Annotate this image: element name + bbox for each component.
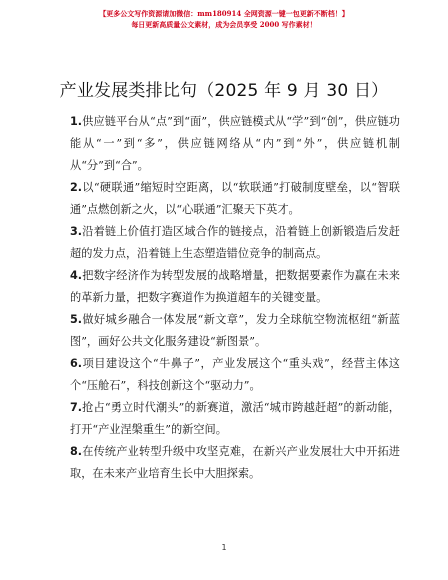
- promo-banner-line-1: 【更多公文写作资源请加微信：mm180914 全网资源一键一包更新不断档！】: [99, 9, 349, 18]
- paragraph-4-text: 把数字经济作为转型发展的战略增量，把数据要素作为赢在未来的革新力量，把数字赛道作为换道超车的关键变量。: [70, 269, 400, 304]
- paragraph-7-number: 7.: [70, 401, 83, 414]
- document-title: 产业发展类排比句（2025 年 9 月 30 日）: [59, 81, 389, 101]
- paragraph-3-text: 沿着链上价值打造区域合作的链接点，沿着链上创新锻造后发赶超的发力点，沿着链上生态塑造错位竞争的制高点。: [70, 225, 400, 260]
- promo-banner: [0, 9, 448, 30]
- paragraph-6: [70, 353, 400, 397]
- paragraph-8-text: 在传统产业转型升级中攻坚克难，在新兴产业发展壮大中开拓进取，在未来产业培育生长中大胆探索。: [70, 445, 400, 480]
- paragraph-2-number: 2.: [70, 181, 83, 194]
- paragraph-7-text: 抢占“勇立时代潮头”的新赛道，激活“城市跨越赶超”的新动能，打开“产业涅槃重生”的新空间。: [70, 401, 400, 436]
- paragraph-5-number: 5.: [70, 313, 83, 326]
- paragraph-2-text: 以“硬联通”缩短时空距离，以“软联通”打破制度壁垒，以“智联通”点燃创新之火，以“心联通”汇聚天下英才。: [70, 181, 400, 216]
- paragraph-3-number: 3.: [70, 225, 83, 238]
- promo-banner-line-2: 每日更新高质量公文素材，成为会员享受 2000 写作素材！: [131, 20, 317, 29]
- paragraph-1-number: 1.: [70, 115, 83, 128]
- paragraph-1-text: 供应链平台从“点”到“面”，供应链模式从“学”到“创”，供应链功能从“一”到“多”，供应链网络从“内”到“外”，供应链机制从“分”到“合”。: [70, 115, 400, 172]
- paragraph-8-number: 8.: [70, 445, 83, 458]
- page-number: 1: [221, 543, 227, 552]
- paragraph-5-text: 做好城乡融合一体发展“新文章”，发力全球航空物流枢纽“新蓝图”，画好公共文化服务建设“新图景”。: [70, 313, 400, 348]
- paragraph-2: [70, 177, 400, 221]
- paragraph-6-number: 6.: [70, 357, 83, 370]
- paragraph-3: [70, 221, 400, 265]
- paragraph-1: [70, 111, 400, 177]
- paragraph-6-text: 项目建设这个“牛鼻子”，产业发展这个“重头戏”，经营主体这个“压舱石”，科技创新这个“驱动力”。: [70, 357, 400, 392]
- paragraph-7: [70, 397, 400, 441]
- paragraph-8: [70, 441, 400, 485]
- paragraph-4: [70, 265, 400, 309]
- paragraph-4-number: 4.: [70, 269, 83, 282]
- paragraph-5: [70, 309, 400, 353]
